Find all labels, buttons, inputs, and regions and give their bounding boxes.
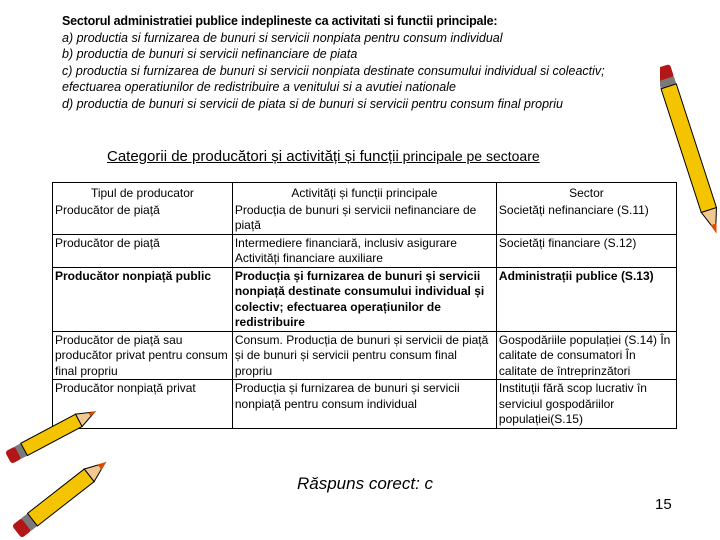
table-cell: Gospodăriile populației (S.14) În calitate de consumatori În calitate de întreprinzători <box>496 331 676 380</box>
table-cell: Producția de bunuri și servicii nefinanciare de piață <box>232 202 496 235</box>
pencil-tip <box>711 223 720 234</box>
table-cell: Producător de piață <box>53 234 233 267</box>
option-a: a) productia si furnizarea de bunuri si servicii nonpiata pentru consum individual <box>62 30 503 45</box>
table-title-main: Categorii de producători și activități și funcții <box>107 148 399 165</box>
header-sector: Sector <box>496 183 676 202</box>
header-activities: Activități și funcții principale <box>232 183 496 202</box>
table-title <box>107 148 540 165</box>
pencil-icon-left-lower <box>2 450 127 540</box>
question-block <box>62 13 652 112</box>
table-cell: Societăți nefinanciare (S.11) <box>496 202 676 235</box>
pencil-wood <box>701 208 720 234</box>
table-cell: Producător nonpiață public <box>53 267 233 331</box>
table-cell: Administrații publice (S.13) <box>496 267 676 331</box>
table-row <box>53 331 677 380</box>
table-cell: Instituții fără scop lucrativ în serviciul gospodăriilor populației(S.15) <box>496 380 676 429</box>
pencil-icon-right <box>660 60 720 245</box>
pencil-body <box>28 469 95 526</box>
table-cell: Producător de piață <box>53 202 233 235</box>
table-cell: Intermediere financiară, inclusiv asigurare Activități financiare auxiliare <box>232 234 496 267</box>
table-row-highlighted <box>53 267 677 331</box>
option-c: c) productia si furnizarea de bunuri si servicii nonpiata destinate consumului individual si coleactiv; efectuarea operatiunilor de redistribuire a venitului si a avutiei nationale <box>62 63 605 94</box>
option-d: d) productia de bunuri si servicii de piata si de bunuri si servicii pentru consum final propriu <box>62 96 563 111</box>
pencil-body <box>661 84 716 213</box>
table-title-rest: principale pe sectoare <box>398 148 540 164</box>
header-producer-type: Tipul de producator <box>53 183 233 202</box>
table-row <box>53 234 677 267</box>
option-b: b) productia de bunuri si servicii nefinanciare de piata <box>62 47 358 61</box>
table-row <box>53 202 677 235</box>
correct-answer: Răspuns corect: c <box>297 474 434 493</box>
table-cell: Producția și furnizarea de bunuri și servicii nonpiață destinate consumului individual și colectiv; efectuarea operațiunilor de redistribuire <box>232 267 496 331</box>
question-title: Sectorul administratiei publice indeplineste ca activitati si functii principale: <box>62 14 498 28</box>
table-row <box>53 380 677 429</box>
table-cell: Societăți financiare (S.12) <box>496 234 676 267</box>
table-cell: Producția și furnizarea de bunuri și servicii nonpiață pentru consum individual <box>232 380 496 429</box>
table-header-row <box>53 183 677 202</box>
table-cell: Consum. Producția de bunuri și servicii de piață și de bunuri și servicii pentru consum final propriu <box>232 331 496 380</box>
producers-table <box>52 182 677 429</box>
page-number: 15 <box>655 496 672 513</box>
table-cell: Producător nonpiață privat <box>53 380 233 429</box>
table-cell: Producător de piață sau producător privat pentru consum final propriu <box>53 331 233 380</box>
pencil-tip <box>88 409 97 416</box>
